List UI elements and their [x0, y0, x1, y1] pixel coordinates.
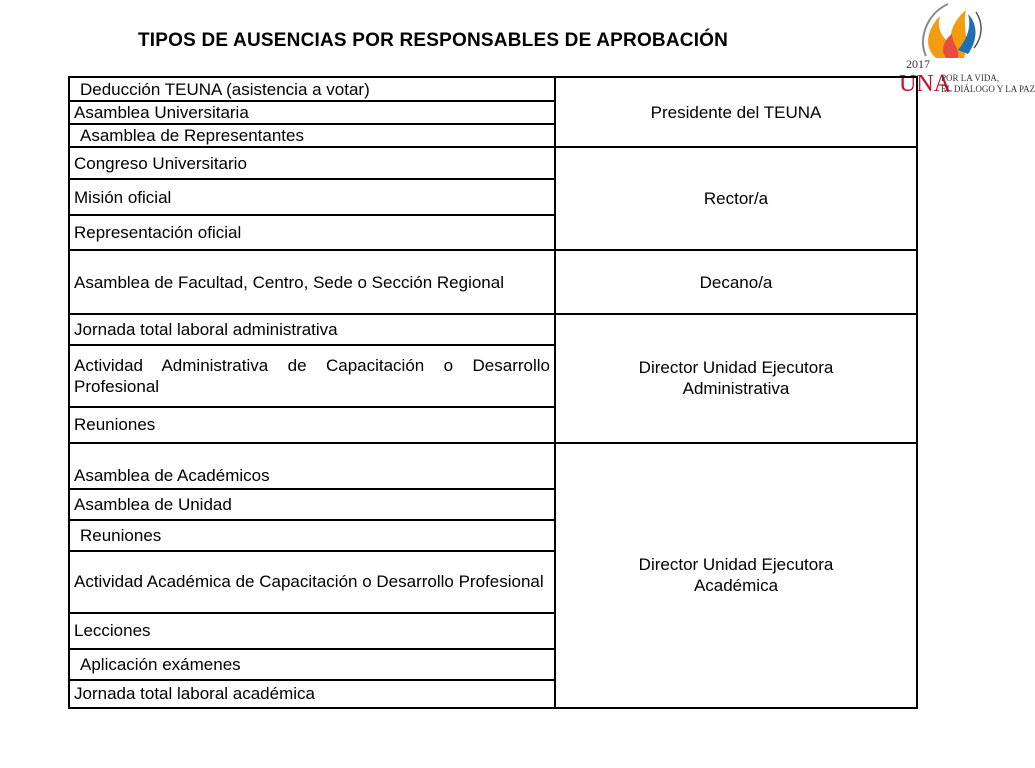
approver-line-1: Director Unidad Ejecutora [638, 358, 834, 378]
absence-type-cell: Asamblea de Representantes [69, 124, 555, 147]
approver-cell: Presidente del TEUNA [555, 77, 917, 147]
absence-type-cell: Asamblea Universitaria [69, 101, 555, 124]
logo-brand: UNA [899, 71, 951, 97]
absence-type-cell: Aplicación exámenes [69, 649, 555, 680]
logo-tagline-2: EL DIÁLOGO Y LA PAZ [941, 84, 1035, 94]
approver-cell: Decano/a [555, 250, 917, 314]
absence-type-cell: Reuniones [69, 520, 555, 551]
approver-cell: Rector/a [555, 147, 917, 250]
absence-type-cell: Representación oficial [69, 215, 555, 250]
absence-type-cell: Lecciones [69, 613, 555, 649]
approver-cell [555, 443, 917, 708]
absence-approval-table [68, 76, 918, 709]
absence-type-cell: Reuniones [69, 407, 555, 442]
absence-type-cell: Congreso Universitario [69, 147, 555, 179]
flame-logo-icon [896, 0, 1024, 60]
table-row [69, 250, 917, 314]
absence-type-cell: Actividad Administrativa de Capacitación o Desarrollo Profesional [69, 345, 555, 407]
approver-line-1: Director Unidad Ejecutora [638, 554, 834, 574]
logo-year: 2017 [906, 57, 930, 71]
absence-type-cell: Misión oficial [69, 179, 555, 215]
approver-line-2: Administrativa [682, 379, 790, 399]
absence-type-cell: Jornada total laboral administrativa [69, 314, 555, 345]
page-title: TIPOS DE AUSENCIAS POR RESPONSABLES DE APROBACIÓN [138, 30, 729, 51]
absence-type-cell: Jornada total laboral académica [69, 680, 555, 708]
approver-line-2: Académica [693, 575, 779, 595]
table-row [69, 147, 917, 179]
absence-type-cell: Asamblea de Unidad [69, 489, 555, 520]
logo-tagline-1: POR LA VIDA, [941, 73, 1000, 83]
absence-type-cell: Deducción TEUNA (asistencia a votar) [69, 77, 555, 101]
table-row [69, 77, 917, 101]
approver-cell [555, 314, 917, 442]
table-row [69, 443, 917, 489]
absence-type-cell: Asamblea de Académicos [69, 443, 555, 489]
table-row [69, 314, 917, 345]
absence-type-cell: Asamblea de Facultad, Centro, Sede o Sección Regional [69, 250, 555, 314]
absence-type-cell: Actividad Académica de Capacitación o Desarrollo Profesional [69, 551, 555, 613]
